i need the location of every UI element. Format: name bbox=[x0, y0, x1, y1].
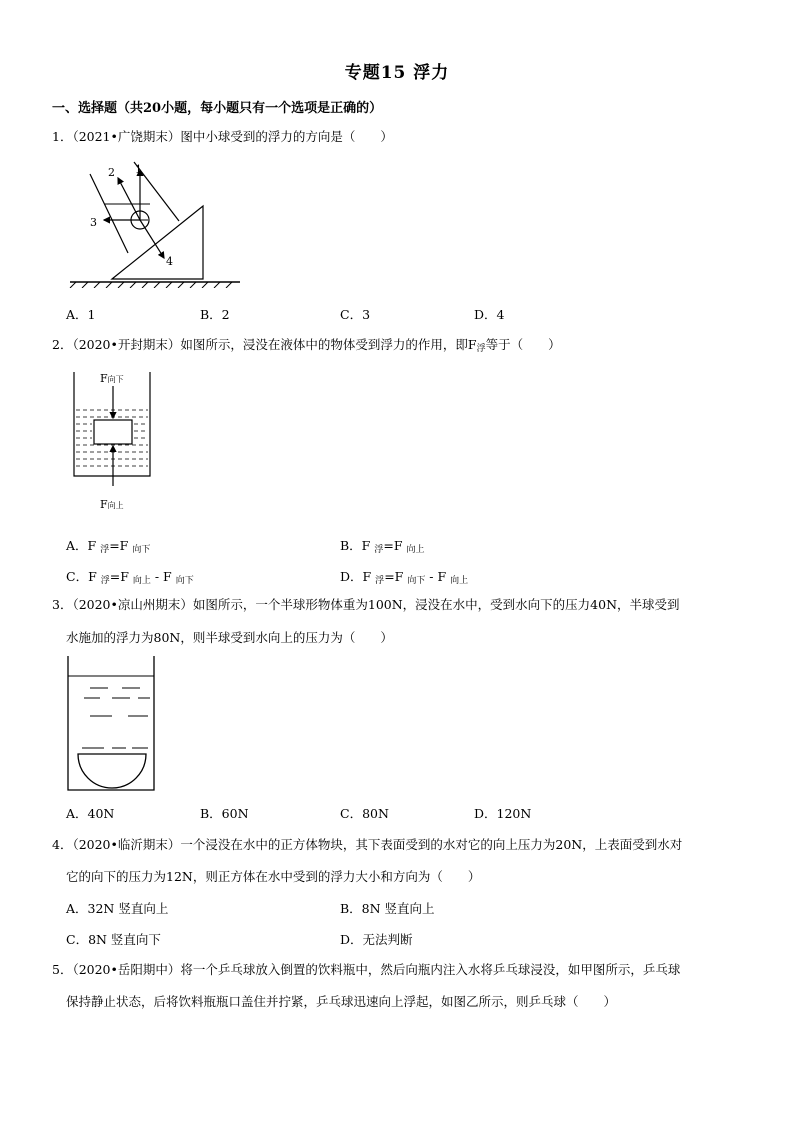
q3-stem-line1: 3．（2020•凉山州期末）如图所示，一个半球形物体重为100N，浸没在水中，受到水向下的压力40N，半球受到 bbox=[52, 597, 680, 612]
q4-option-c[interactable]: C．8N 竖直向下 bbox=[66, 932, 161, 947]
q3-option-a[interactable]: A．40N bbox=[66, 806, 115, 821]
q3-figure bbox=[66, 654, 166, 796]
q1-option-b[interactable]: B．2 bbox=[200, 307, 230, 322]
q4-stem-line1: 4．（2020•临沂期末）一个浸没在水中的正方体物块，其下表面受到的水对它的向上压力为20N，上表面受到水对 bbox=[52, 837, 683, 852]
q4-option-b[interactable]: B．8N 竖直向上 bbox=[340, 901, 435, 916]
arrow-2 bbox=[118, 178, 140, 220]
q3-option-b[interactable]: B．60N bbox=[200, 806, 249, 821]
q1-option-d[interactable]: D．4 bbox=[474, 307, 505, 322]
q4-stem-line2: 它的向下的压力为12N，则正方体在水中受到的浮力大小和方向为（ ） bbox=[66, 869, 481, 884]
label-4: 4 bbox=[166, 255, 173, 268]
label-f-down: F向下 bbox=[100, 372, 124, 385]
q1-option-c[interactable]: C．3 bbox=[340, 307, 371, 322]
q3-option-d[interactable]: D．120N bbox=[474, 806, 532, 821]
q2-stem: 2．（2020•开封期末）如图所示，浸没在液体中的物体受到浮力的作用，即$F_浮$等于（ ） bbox=[52, 337, 561, 354]
q2-figure bbox=[66, 368, 166, 516]
q1-option-a[interactable]: A．1 bbox=[66, 307, 96, 322]
q3-option-c[interactable]: C．80N bbox=[340, 806, 389, 821]
q3-stem-line2: 水施加的浮力为80N，则半球受到水向上的压力为（ ） bbox=[66, 630, 393, 645]
q2-option-c[interactable]: C．F $_浮$=F $_{向上}$ - F $_{向下}$ bbox=[66, 569, 194, 586]
hemisphere bbox=[78, 754, 146, 788]
label-3: 3 bbox=[90, 216, 97, 229]
q2-option-d[interactable]: D．F $_浮$=F $_{向下}$ - F $_{向上}$ bbox=[340, 569, 469, 586]
q4-option-d[interactable]: D．无法判断 bbox=[340, 932, 413, 947]
q2-option-b[interactable]: B．F $_浮$=F $_{向上}$ bbox=[340, 538, 425, 555]
q1-stem: 1．（2021•广饶期末）图中小球受到的浮力的方向是（ ） bbox=[52, 129, 393, 144]
page-title: 专题15 浮力 bbox=[344, 63, 450, 83]
label-f-up: F向上 bbox=[100, 498, 124, 511]
q2-option-a[interactable]: A．F $_浮$=F $_{向下}$ bbox=[66, 538, 151, 555]
q4-option-a[interactable]: A．32N 竖直向上 bbox=[66, 901, 169, 916]
submerged-block bbox=[94, 420, 132, 444]
section-heading: 一、选择题（共20小题，每小题只有一个选项是正确的） bbox=[52, 101, 383, 116]
label-2: 2 bbox=[108, 166, 115, 179]
label-1: 1 bbox=[135, 163, 142, 176]
arrow-4 bbox=[140, 220, 164, 258]
q5-stem-line2: 保持静止状态，后将饮料瓶瓶口盖住并拧紧，乒乓球迅速向上浮起，如图乙所示，则乒乓球（ ） bbox=[66, 994, 617, 1009]
q1-figure bbox=[66, 158, 246, 288]
q5-stem-line1: 5．（2020•岳阳期中）将一个乒乓球放入倒置的饮料瓶中，然后向瓶内注入水将乒乓球浸没，如甲图所示，乒乓球 bbox=[52, 962, 681, 977]
